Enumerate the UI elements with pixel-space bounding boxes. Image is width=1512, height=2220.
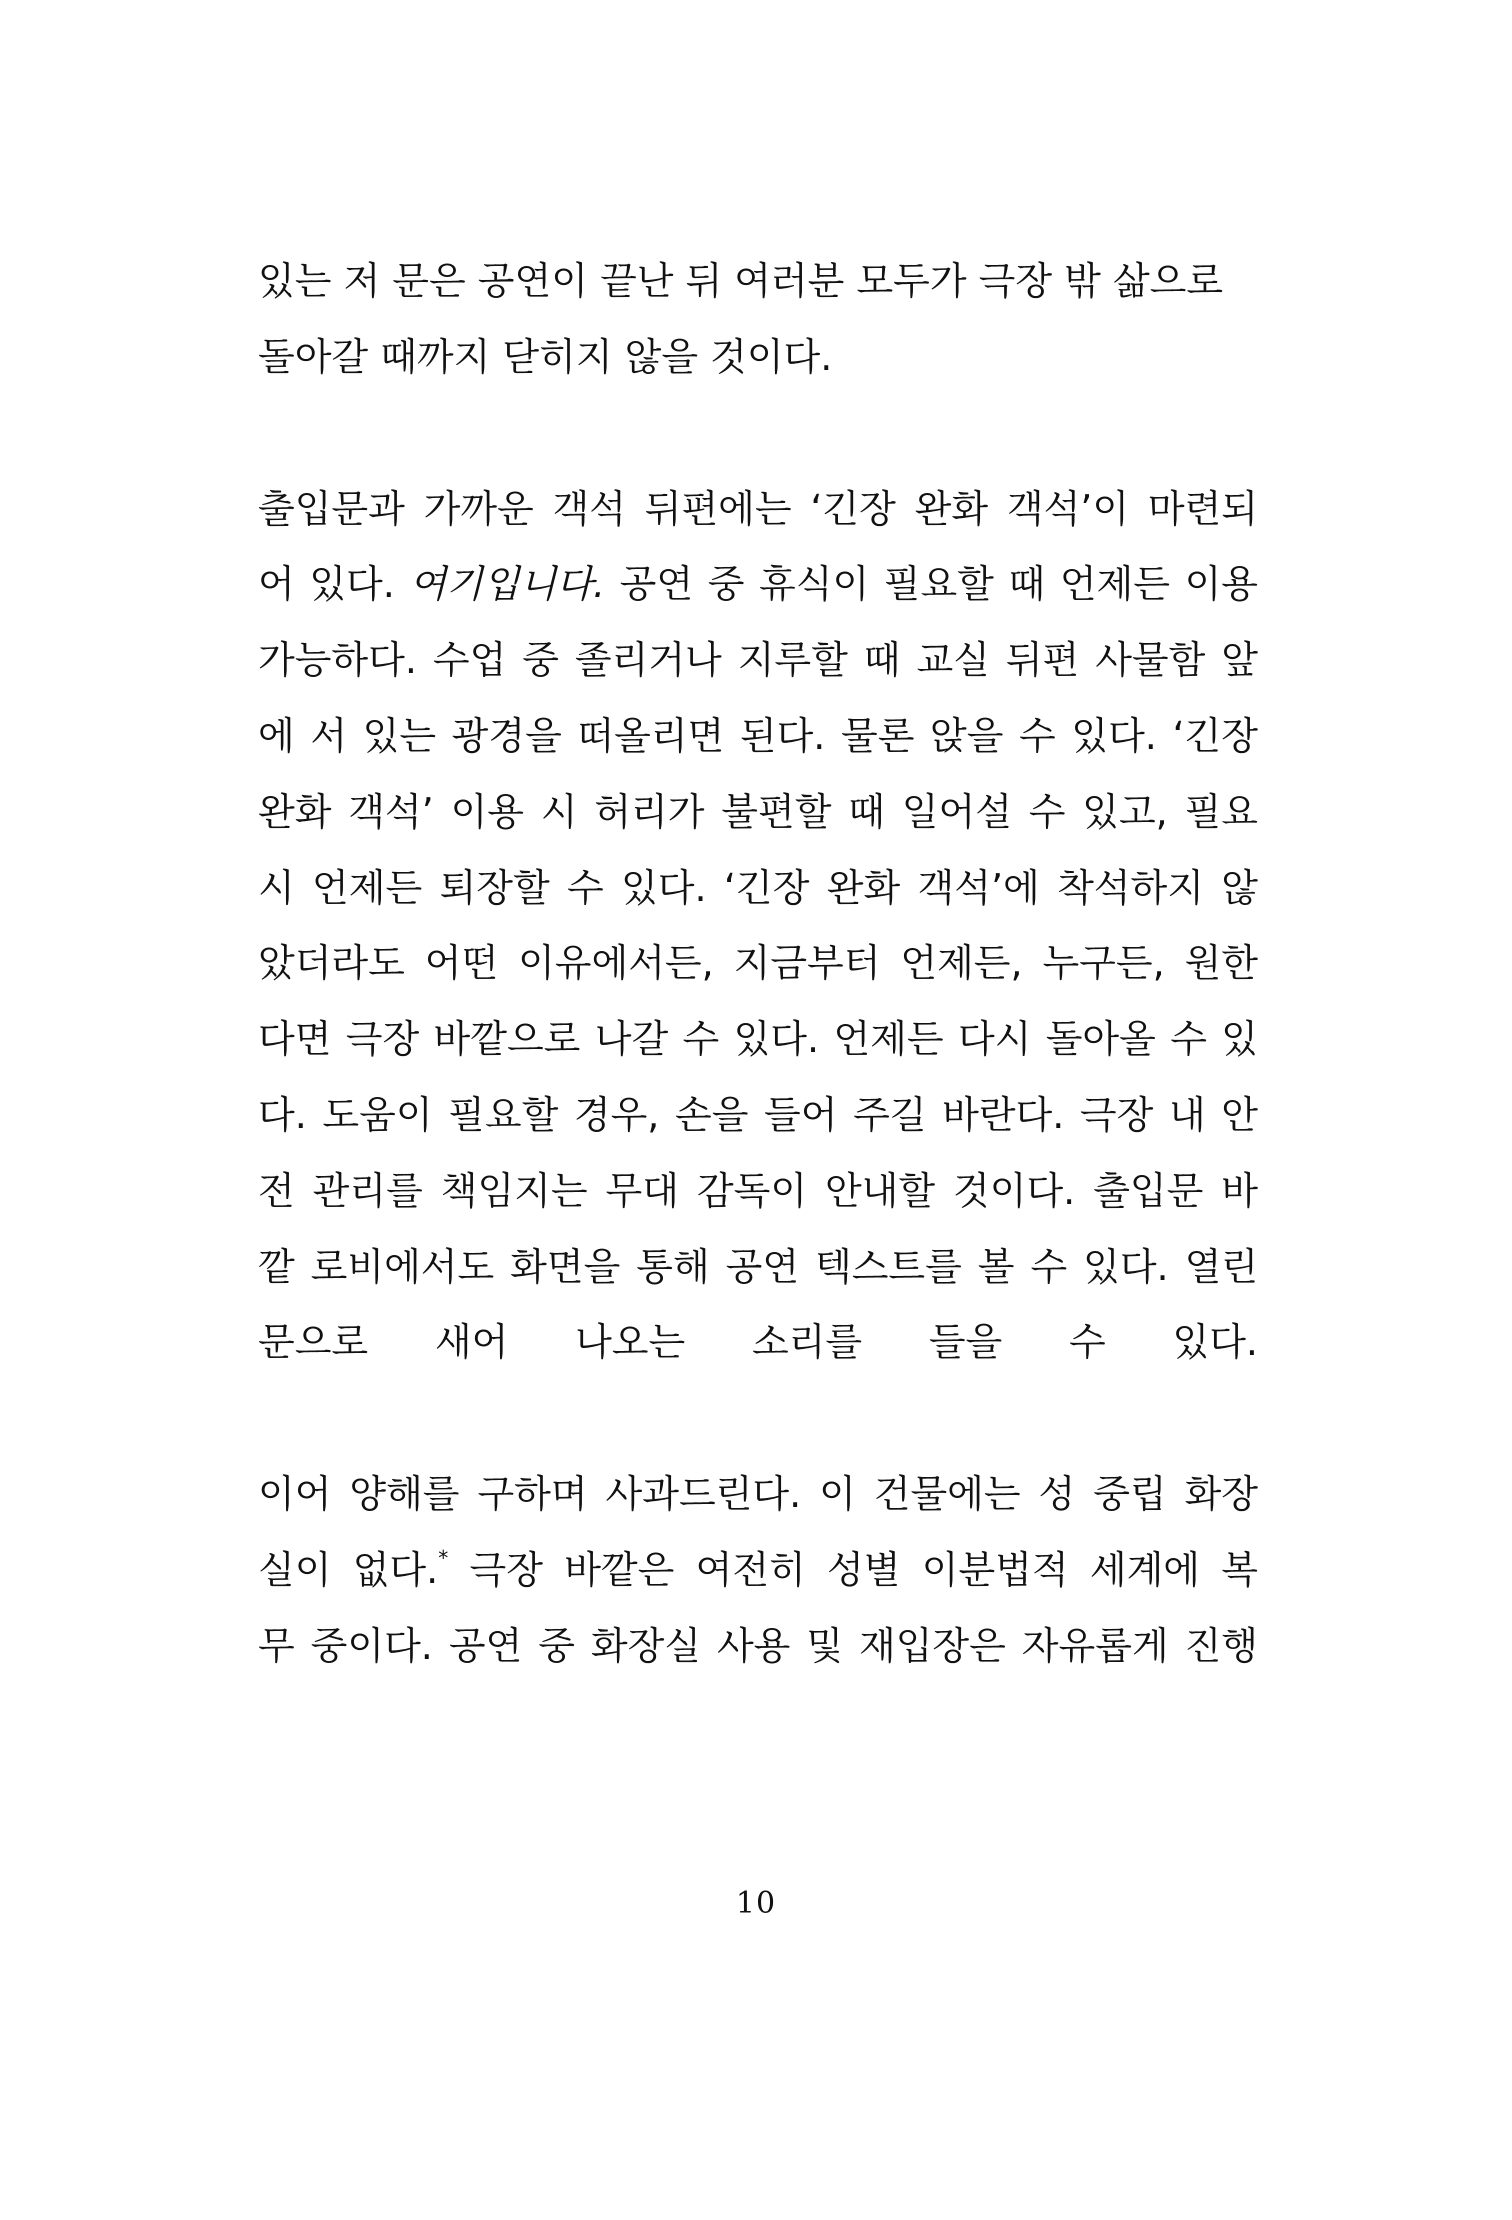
- text-line: 문으로 새어 나오는 소리를 들을 수 있다.: [258, 1320, 1258, 1365]
- text-line: 있는 저 문은 공연이 끝난 뒤 여러분 모두가 극장 밖 삶으로: [258, 259, 1224, 303]
- paragraph-1: [258, 244, 1258, 396]
- page-number: 10: [735, 1886, 777, 1921]
- text-line: 가능하다. 수업 중 졸리거나 지루할 때 교실 뒤편 사물함 앞: [258, 638, 1258, 683]
- text-line: 돌아갈 때까지 닫히지 않을 것이다.: [258, 334, 833, 379]
- text-line: 에 서 있는 광경을 떠올리면 된다. 물론 앉을 수 있다. ‘긴장: [258, 713, 1258, 758]
- text-line: 다면 극장 바깥으로 나갈 수 있다. 언제든 다시 돌아올 수 있: [258, 1017, 1258, 1062]
- paragraph-2: [258, 472, 1258, 1382]
- text-line: 았더라도 어떤 이유에서든, 지금부터 언제든, 누구든, 원한: [258, 941, 1258, 986]
- text-line: 다. 도움이 필요할 경우, 손을 들어 주길 바란다. 극장 내 안: [258, 1092, 1258, 1137]
- paragraph-3: [258, 1457, 1258, 1684]
- text-line: [258, 1533, 1258, 1609]
- paragraph-gap: [258, 396, 1258, 472]
- text-line: 완화 객석’ 이용 시 허리가 불편할 때 일어설 수 있고, 필요: [258, 789, 1258, 834]
- text-segment: 실이 없다.: [258, 1547, 439, 1592]
- text-segment: 어 있다.: [258, 562, 410, 607]
- italic-emphasis: 여기입니다.: [409, 562, 606, 607]
- text-line: [258, 547, 1258, 623]
- text-line: 전 관리를 책임지는 무대 감독이 안내할 것이다. 출입문 바: [258, 1168, 1258, 1213]
- text-line: 시 언제든 퇴장할 수 있다. ‘긴장 완화 객석’에 착석하지 않: [258, 865, 1258, 910]
- text-segment: 극장 바깥은 여전히 성별 이분법적 세계에 복: [448, 1547, 1258, 1592]
- footnote-marker[interactable]: *: [438, 1545, 449, 1570]
- body-text: [258, 244, 1258, 1685]
- text-line: 출입문과 가까운 객석 뒤편에는 ‘긴장 완화 객석’이 마련되: [258, 486, 1258, 531]
- text-segment: 공연 중 휴식이 필요할 때 언제든 이용: [605, 562, 1258, 607]
- text-line: 무 중이다. 공연 중 화장실 사용 및 재입장은 자유롭게 진행: [258, 1623, 1258, 1668]
- paragraph-gap: [258, 1381, 1258, 1457]
- text-line: 이어 양해를 구하며 사과드린다. 이 건물에는 성 중립 화장: [258, 1472, 1258, 1517]
- text-line: 깥 로비에서도 화면을 통해 공연 텍스트를 볼 수 있다. 열린: [258, 1244, 1258, 1289]
